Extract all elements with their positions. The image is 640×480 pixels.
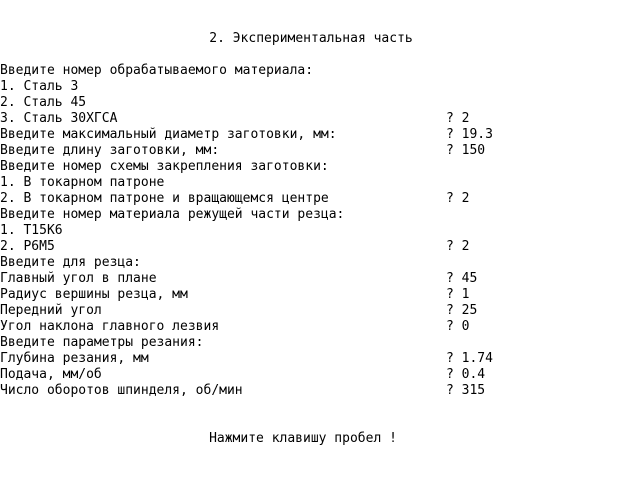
console-output: [0, 63, 640, 399]
prompt-text: Введите номер обрабатываемого материала:: [0, 63, 314, 78]
input-answer: ? 150: [446, 143, 486, 158]
prompt-text: Введите длину заготовки, мм:: [0, 143, 220, 158]
console-line: [0, 319, 640, 335]
console-line: [0, 79, 640, 95]
console-line: [0, 335, 640, 351]
console-line: [0, 271, 640, 287]
input-answer: ? 1: [446, 287, 470, 302]
input-answer: ? 2: [446, 239, 470, 254]
input-answer: ? 0: [446, 319, 470, 334]
prompt-text: Радиус вершины резца, мм: [0, 287, 188, 302]
console-line: [0, 127, 640, 143]
console-line: [0, 239, 640, 255]
console-line: [0, 223, 640, 239]
section-title: 2. Экспериментальная часть: [209, 31, 413, 46]
console-line: [0, 111, 640, 127]
input-answer: ? 0.4: [446, 367, 486, 382]
console-line: [0, 63, 640, 79]
prompt-text: 1. В токарном патроне: [0, 175, 165, 190]
prompt-text: Введите параметры резания:: [0, 335, 204, 350]
input-answer: ? 1.74: [446, 351, 493, 366]
console-line: [0, 367, 640, 383]
input-answer: ? 19.3: [446, 127, 493, 142]
press-space-prompt: Нажмите клавишу пробел !: [209, 431, 397, 446]
console-line: [0, 287, 640, 303]
console-line: [0, 159, 640, 175]
console-line: [0, 175, 640, 191]
console-line: [0, 143, 640, 159]
input-answer: ? 315: [446, 383, 486, 398]
prompt-text: Главный угол в плане: [0, 271, 157, 286]
prompt-text: Глубина резания, мм: [0, 351, 149, 366]
prompt-text: Введите для резца:: [0, 255, 141, 270]
input-answer: ? 25: [446, 303, 478, 318]
console-line: [0, 303, 640, 319]
prompt-text: 1. Сталь 3: [0, 79, 79, 94]
prompt-text: 2. Р6М5: [0, 239, 55, 254]
console-line: [0, 351, 640, 367]
prompt-text: Передний угол: [0, 303, 102, 318]
prompt-text: 3. Сталь 30ХГСА: [0, 111, 118, 126]
console-line: [0, 191, 640, 207]
prompt-text: Угол наклона главного лезвия: [0, 319, 220, 334]
console-line: [0, 255, 640, 271]
prompt-text: 2. В токарном патроне и вращающемся центре: [0, 191, 329, 206]
prompt-text: Введите номер материала режущей части резца:: [0, 207, 345, 222]
prompt-text: 2. Сталь 45: [0, 95, 87, 110]
console-line: [0, 383, 640, 399]
input-answer: ? 2: [446, 111, 470, 126]
prompt-text: 1. Т15К6: [0, 223, 63, 238]
prompt-text: Введите максимальный диаметр заготовки, мм:: [0, 127, 337, 142]
prompt-text: Подача, мм/об: [0, 367, 102, 382]
input-answer: ? 2: [446, 191, 470, 206]
prompt-text: Число оборотов шпинделя, об/мин: [0, 383, 243, 398]
input-answer: ? 45: [446, 271, 478, 286]
prompt-text: Введите номер схемы закрепления заготовки:: [0, 159, 329, 174]
console-line: [0, 207, 640, 223]
console-line: [0, 95, 640, 111]
